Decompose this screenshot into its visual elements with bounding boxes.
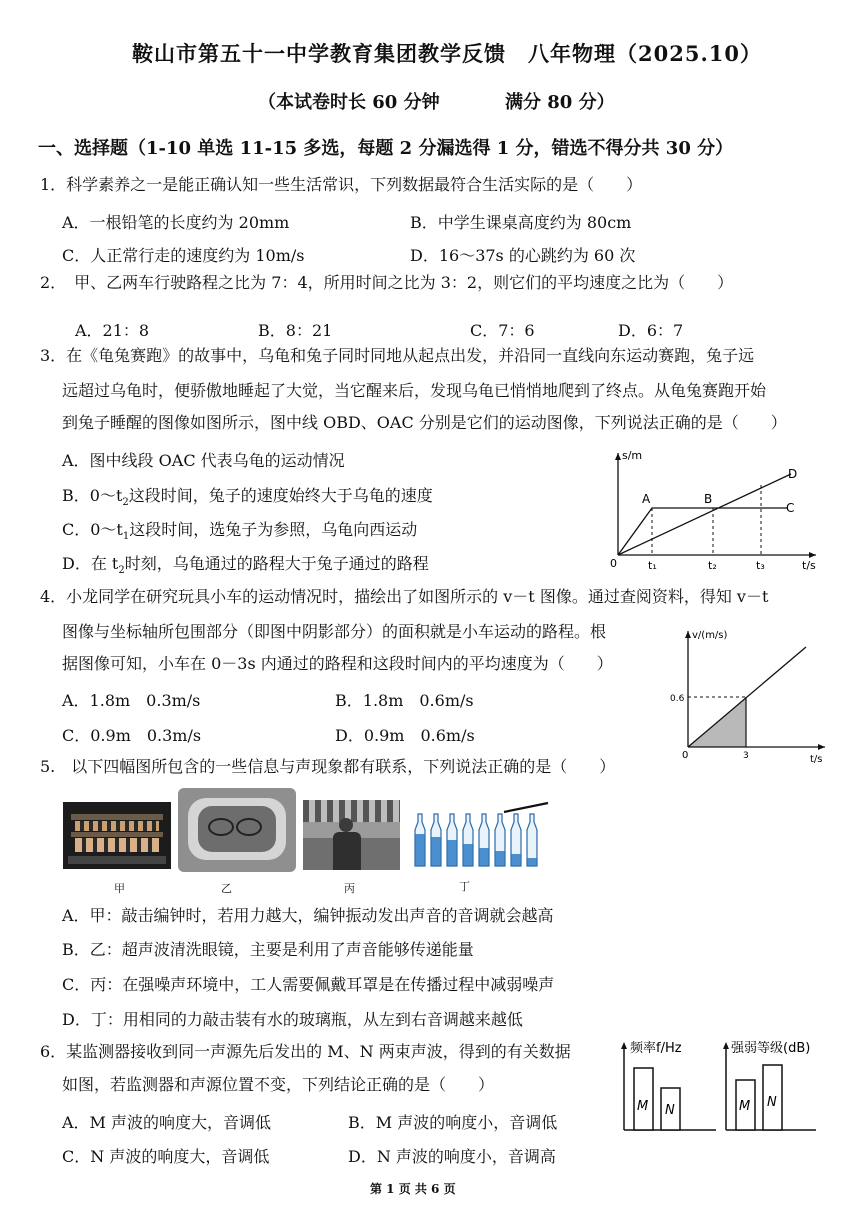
caption-bing: 丙 xyxy=(344,882,355,895)
q6-frequency-chart xyxy=(612,1038,720,1138)
question-6-option-a: A．M 声波的响度大，音调低 xyxy=(62,1113,272,1132)
question-2-stem: 2． 甲、乙两车行驶路程之比为 7：4，所用时间之比为 3：2，则它们的平均速度之比为（ ） xyxy=(40,273,734,292)
question-1-option-b: B．中学生课桌高度约为 80cm xyxy=(410,213,632,232)
question-3-option-b: B．$0\sim t_2$这段时间，兔子的速度始终大于乌龟的速度 xyxy=(62,486,433,509)
question-3-line-2: 远超过乌龟时，便骄傲地睡起了大觉，当它醒来后，发现乌龟已悄悄地爬到了终点。从龟兔赛跑开始 xyxy=(62,381,767,400)
q3-point-b: B xyxy=(704,492,713,506)
factory-worker-photo xyxy=(303,800,400,870)
q3-line-obd xyxy=(618,474,791,555)
question-1-option-d: D．16～37s 的心跳约为 60 次 xyxy=(410,246,636,265)
question-1-option-a: A．一根铅笔的长度约为 20mm xyxy=(62,213,290,232)
question-3-option-c: C．$0\sim t_1$这段时间，选兔子为参照，乌龟向西运动 xyxy=(62,520,418,543)
question-4-line-2: 图像与坐标轴所包围部分（即图中阴影部分）的面积就是小车运动的路程。根 xyxy=(62,622,607,641)
question-5-option-a: A．甲：敲击编钟时，若用力越大，编钟振动发出声音的音调就会越高 xyxy=(62,906,554,925)
question-4-vt-graph xyxy=(670,625,835,770)
question-5-option-c: C．丙：在强噪声环境中，工人需要佩戴耳罩是在传播过程中减弱噪声 xyxy=(62,975,555,994)
q4-tick-v: 0.6 xyxy=(670,694,685,704)
question-3-st-graph xyxy=(598,445,823,575)
q3-tick-t3: t₃ xyxy=(756,559,765,572)
question-1-option-c: C．人正常行走的速度约为 10m/s xyxy=(62,246,305,265)
question-4-option-c: C．0.9m 0.3m/s xyxy=(62,726,202,745)
question-6-line-1: 6．某监测器接收到同一声源先后发出的 M、N 两束声波，得到的有关数据 xyxy=(40,1042,571,1061)
q6-freq-y-arrow xyxy=(621,1042,627,1049)
question-4-option-d: D．0.9m 0.6m/s xyxy=(335,726,475,745)
exam-full-score: 满分 80 分） xyxy=(505,92,615,113)
question-2-option-d: D．6：7 xyxy=(618,321,684,340)
chime-bells-photo xyxy=(63,802,171,869)
q6-level-title: 强弱等级(dB) xyxy=(731,1041,811,1056)
caption-yi: 乙 xyxy=(221,882,232,895)
q6-freq-title: 频率f/Hz xyxy=(630,1041,682,1056)
q4-origin: 0 xyxy=(682,750,689,761)
water-bottles-image xyxy=(412,800,552,870)
question-6-option-b: B．M 声波的响度小，音调低 xyxy=(348,1113,558,1132)
q3-tick-t1: t₁ xyxy=(648,559,657,572)
question-2-option-b: B．8：21 xyxy=(258,321,333,340)
q4-y-label: v/(m/s) xyxy=(692,630,728,641)
q3-y-arrow xyxy=(615,453,621,460)
q4-tick-t: 3 xyxy=(743,751,749,761)
question-3-line-3: 到兔子睡醒的图像如图所示，图中线 OBD、OAC 分别是它们的运动图像，下列说法正确的是（ ） xyxy=(62,413,787,432)
question-2-option-a: A．21：8 xyxy=(75,321,150,340)
section-heading-choice: 一、选择题（1-10 单选 11-15 多选，每题 2 分漏选得 1 分，错选不得分共 30 分） xyxy=(38,138,734,159)
q4-x-label: t/s xyxy=(810,754,823,765)
question-5-option-b: B．乙：超声波清洗眼镜，主要是利用了声音能够传递能量 xyxy=(62,940,474,959)
q3-origin: 0 xyxy=(610,557,617,570)
q4-velocity-line xyxy=(688,647,806,747)
question-6-option-c: C．N 声波的响度大，音调低 xyxy=(62,1147,270,1166)
striking-stick xyxy=(504,803,548,812)
q3-point-d: D xyxy=(788,467,798,481)
question-4-line-1: 4．小龙同学在研究玩具小车的运动情况时，描绘出了如图所示的 v－t 图像。通过查阅资料，得知 v－t xyxy=(40,587,769,606)
question-4-option-a: A．1.8m 0.3m/s xyxy=(62,691,201,710)
question-3-option-d: D．在 $t_2$时刻，乌龟通过的路程大于兔子通过的路程 xyxy=(62,554,429,577)
q3-y-label: s/m xyxy=(622,449,643,462)
q4-x-arrow xyxy=(818,744,825,750)
question-4-line-3: 据图像可知，小车在 0－3s 内通过的路程和这段时间内的平均速度为（ ） xyxy=(62,654,613,673)
question-3-line-1: 3．在《龟兔赛跑》的故事中，乌龟和兔子同时同地从起点出发，并沿同一直线向东运动赛跑，兔子远 xyxy=(40,346,755,365)
q3-x-label: t/s xyxy=(802,559,816,572)
q6-intensity-chart xyxy=(718,1038,848,1138)
exam-duration: （本试卷时长 60 分钟 xyxy=(258,92,440,113)
question-2-option-c: C．7：6 xyxy=(470,321,535,340)
q6-freq-label-m: M xyxy=(637,1099,649,1114)
ultrasonic-cleaner-photo xyxy=(178,788,296,872)
question-5-stem: 5. 以下四幅图所包含的一些信息与声现象都有联系，下列说法正确的是（ ） xyxy=(40,757,616,776)
caption-ding: 丁 xyxy=(459,880,470,893)
q3-point-a: A xyxy=(642,492,651,506)
question-4-option-b: B．1.8m 0.6m/s xyxy=(335,691,474,710)
page-footer: 第 1 页 共 6 页 xyxy=(370,1182,456,1196)
q3-tick-t2: t₂ xyxy=(708,559,717,572)
q6-level-y-arrow xyxy=(723,1042,729,1049)
q6-level-label-n: N xyxy=(767,1095,777,1110)
caption-jia: 甲 xyxy=(114,882,125,895)
q4-y-arrow xyxy=(685,631,691,638)
question-1-stem: 1．科学素养之一是能正确认知一些生活常识，下列数据最符合生活实际的是（ ） xyxy=(40,175,643,194)
question-6-line-2: 如图，若监测器和声源位置不变，下列结论正确的是（ ） xyxy=(62,1075,495,1094)
q6-freq-label-n: N xyxy=(665,1103,675,1118)
question-6-option-d: D．N 声波的响度小，音调高 xyxy=(348,1147,556,1166)
q3-x-arrow xyxy=(809,552,816,558)
exam-title: 鞍山市第五十一中学教育集团教学反馈 八年物理（2025.10） xyxy=(132,41,762,66)
question-5-option-d: D．丁：用相同的力敲击装有水的玻璃瓶，从左到右音调越来越低 xyxy=(62,1010,523,1029)
question-3-option-a: A．图中线段 OAC 代表乌龟的运动情况 xyxy=(62,451,345,470)
q6-level-label-m: M xyxy=(739,1099,751,1114)
q3-point-c: C xyxy=(786,501,795,515)
